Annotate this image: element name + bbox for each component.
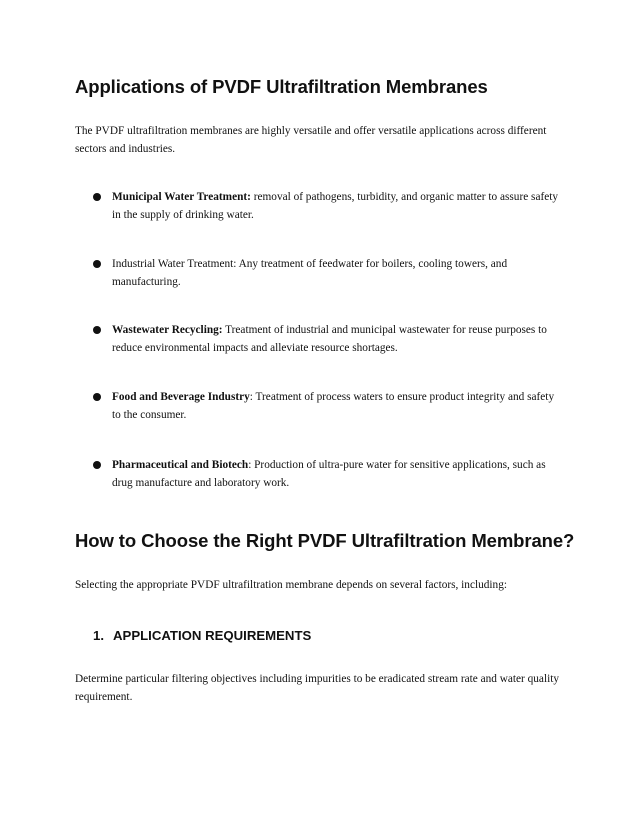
list-number: 1. — [93, 628, 104, 643]
list-item-wastewater — [93, 321, 563, 357]
list-item-food-beverage — [93, 388, 563, 424]
list-item-description: : Production of ultra-pure water for sensitive applications, such as drug manufacture and laboratory work. — [112, 459, 546, 489]
list-item-text — [112, 255, 563, 291]
section-title-applications: Applications of PVDF Ultrafiltration Membranes — [75, 76, 488, 97]
list-item-description: Industrial Water Treatment: Any treatment of feedwater for boilers, cooling towers, and manufacturing. — [112, 258, 508, 288]
list-item-bold-label: Food and Beverage Industry — [112, 391, 250, 403]
bullet-icon — [93, 393, 101, 401]
numbered-heading-label: APPLICATION REQUIREMENTS — [113, 628, 312, 643]
bullet-icon — [93, 193, 101, 201]
list-item-bold-label: Municipal Water Treatment: — [112, 191, 251, 203]
bullet-icon — [93, 461, 101, 469]
bullet-icon — [93, 326, 101, 334]
list-item-description: Treatment of industrial and municipal wastewater for reuse purposes to reduce environmental impacts and alleviate resource shortages. — [112, 324, 547, 354]
bullet-icon — [93, 260, 101, 268]
list-item-municipal — [93, 188, 563, 224]
numbered-heading-application-requirements — [93, 628, 311, 643]
list-item-description: removal of pathogens, turbidity, and organic matter to assure safety in the supply of drinking water. — [112, 191, 559, 221]
how-to-choose-intro-paragraph: Selecting the appropriate PVDF ultrafiltration membrane depends on several factors, including: — [75, 579, 507, 591]
list-item-pharmaceutical — [93, 456, 563, 492]
list-item-text — [112, 388, 563, 424]
list-item-bold-label: Wastewater Recycling: — [112, 324, 223, 336]
list-item-text — [112, 321, 563, 357]
section-title-how-to-choose: How to Choose the Right PVDF Ultrafiltration Membrane? — [75, 530, 575, 551]
application-requirements-paragraph: Determine particular filtering objectives including impurities to be eradicated stream rate and water quality requirement. — [75, 673, 560, 703]
list-item-description: : Treatment of process waters to ensure product integrity and safety to the consumer. — [112, 391, 555, 421]
list-item-industrial — [93, 255, 563, 291]
applications-intro-paragraph: The PVDF ultrafiltration membranes are highly versatile and offer versatile applications across different sectors and industries. — [75, 125, 547, 155]
list-item-text — [112, 188, 563, 224]
list-item-text — [112, 456, 563, 492]
list-item-bold-label: Pharmaceutical and Biotech — [112, 459, 249, 471]
